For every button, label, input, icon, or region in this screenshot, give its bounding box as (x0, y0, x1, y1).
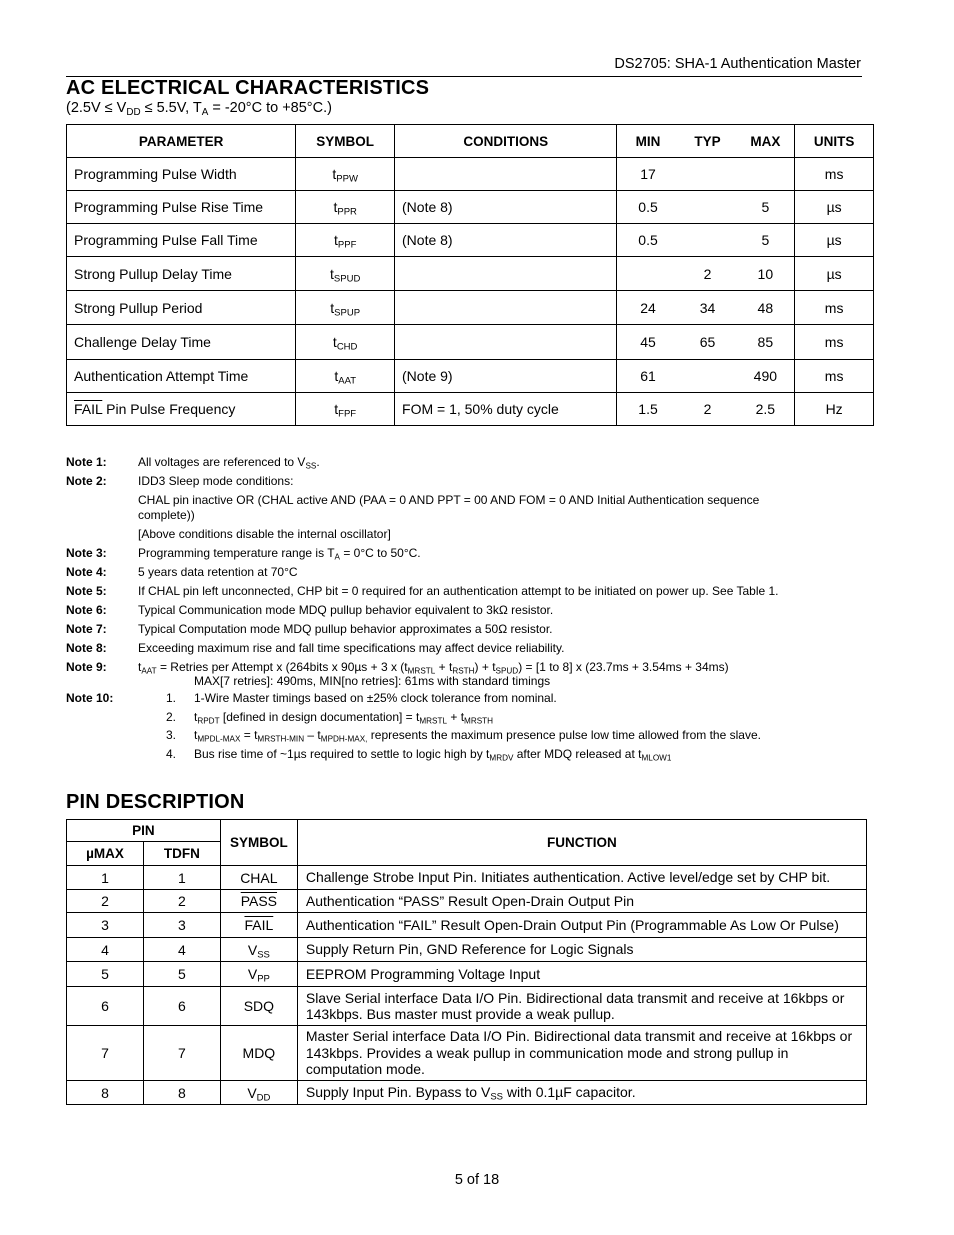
ac-conditions-cell: FOM = 1, 50% duty cycle (395, 393, 617, 426)
pin-umax: 7 (67, 1026, 144, 1081)
col-min: MIN (617, 125, 679, 158)
col-tdfn: TDFN (143, 842, 220, 866)
ac-typ: 65 (679, 325, 737, 360)
pin-tdfn: 1 (143, 866, 220, 890)
ac-max: 48 (736, 291, 794, 325)
ac-conditions-cell (395, 291, 617, 325)
ac-min: 17 (617, 158, 679, 191)
ac-parameter: Programming Pulse Width (67, 158, 296, 191)
col-symbol: SYMBOL (220, 820, 297, 866)
pin-symbol: SDQ (220, 987, 297, 1026)
ac-units: µs (795, 257, 874, 291)
pin-row (67, 962, 867, 987)
ac-units: µs (795, 191, 874, 224)
note-7: Note 7: Typical Computation mode MDQ pullup behavior approximates a 50Ω resistor. (66, 622, 553, 636)
note-10: Note 10: 1. 1-Wire Master timings based on ±25% clock tolerance from nominal. 2. $t_{RPDT}$ [defined in design documentation] = $t_{MRSTL} + t_{MRSTH}$ 3. $t_{MPDL-MAX} = t_{MRSTH-MIN} - t_{MPDH-MAX,}$ represents the maximum presence pulse low time allowed from the slave. 4. Bus rise time of ~1µs required to settle to logic high by $t_{MRDV}$ after MDQ released at $t_{MLOW1}$ (66, 691, 866, 762)
ac-parameter: Strong Pullup Delay Time (67, 257, 296, 291)
pin-umax: 6 (67, 987, 144, 1026)
pin-row (67, 866, 867, 890)
ac-max: 10 (736, 257, 794, 291)
ac-min: 0.5 (617, 224, 679, 257)
ac-symbol: $t_{CHD}$ (296, 325, 395, 360)
ac-typ (679, 360, 737, 393)
ac-table (66, 124, 874, 426)
ac-parameter: Strong Pullup Period (67, 291, 296, 325)
col-max: MAX (736, 125, 794, 158)
pin-tdfn: 2 (143, 890, 220, 913)
ac-min: 45 (617, 325, 679, 360)
ac-row (67, 158, 874, 191)
ac-conditions-cell (395, 257, 617, 291)
pin-row (67, 913, 867, 938)
note-10-item: 1. 1-Wire Master timings based on ±25% clock tolerance from nominal. (166, 691, 557, 705)
ac-row (67, 191, 874, 224)
ac-row (67, 257, 874, 291)
pin-row (67, 938, 867, 962)
ac-parameter: Programming Pulse Rise Time (67, 191, 296, 224)
pin-function: Master Serial interface Data I/O Pin. Bidirectional data transmit and receive at 16kbps or 143kbps. Provides a weak pullup in communication mode and strong pullup in computation mode. (297, 1026, 866, 1081)
pin-umax: 3 (67, 913, 144, 938)
ac-parameter: FAIL Pin Pulse Frequency (67, 393, 296, 426)
col-typ: TYP (679, 125, 737, 158)
pin-umax: 5 (67, 962, 144, 987)
pin-tdfn: 6 (143, 987, 220, 1026)
ac-typ: 34 (679, 291, 737, 325)
pin-tdfn: 5 (143, 962, 220, 987)
pin-symbol: $V_{DD}$ (220, 1081, 297, 1105)
pin-umax: 4 (67, 938, 144, 962)
pin-function: Supply Input Pin. Bypass to $V_{SS}$ with 0.1µF capacitor. (297, 1081, 866, 1105)
ac-units: Hz (795, 393, 874, 426)
col-units: UNITS (795, 125, 874, 158)
ac-symbol: $t_{PPF}$ (296, 224, 395, 257)
note-8: Note 8: Exceeding maximum rise and fall time specifications may affect device reliability. (66, 641, 565, 655)
ac-min: 1.5 (617, 393, 679, 426)
pin-symbol: PASS (220, 890, 297, 913)
pin-function: Authentication “FAIL” Result Open-Drain Output Pin (Programmable As Low Or Pulse) (297, 913, 866, 938)
note-6: Note 6: Typical Communication mode MDQ pullup behavior equivalent to 3kΩ resistor. (66, 603, 554, 617)
note-5: Note 5: If CHAL pin left unconnected, CHP bit = 0 required for an authentication attempt to be initiated on power up. See Table 1. (66, 584, 779, 598)
note-2: Note 2: IDD3 Sleep mode conditions: CHAL pin inactive OR (CHAL active AND (PAA = 0 AND PPT = 00 AND FOM = 0 AND Initial Authentication sequence complete)) [Above conditions disable the internal oscillator] (66, 474, 760, 541)
pin-row (67, 987, 867, 1026)
ac-heading: AC ELECTRICAL CHARACTERISTICS (66, 77, 430, 99)
ac-row (67, 360, 874, 393)
pin-symbol: FAIL (220, 913, 297, 938)
ac-min: 61 (617, 360, 679, 393)
ac-conditions-cell (395, 158, 617, 191)
ac-units: µs (795, 224, 874, 257)
pin-row (67, 1081, 867, 1105)
pin-function: Authentication “PASS” Result Open-Drain Output Pin (297, 890, 866, 913)
pin-function: Slave Serial interface Data I/O Pin. Bidirectional data transmit and receive at 16kbps or 143kbps. Bus master must provide a weak pullup. (297, 987, 866, 1026)
ac-min (617, 257, 679, 291)
pin-function: Challenge Strobe Input Pin. Initiates authentication. Active level/edge set by CHP bit. (297, 866, 866, 890)
ac-symbol: $t_{PPW}$ (296, 158, 395, 191)
ac-typ: 2 (679, 257, 737, 291)
pin-symbol: MDQ (220, 1026, 297, 1081)
pin-function: EEPROM Programming Voltage Input (297, 962, 866, 987)
ac-conditions-cell: (Note 8) (395, 191, 617, 224)
ac-max: 5 (736, 224, 794, 257)
ac-row (67, 393, 874, 426)
ac-max: 5 (736, 191, 794, 224)
note-9: Note 9: $t_{AAT}$ = Retries per Attempt x (264bits x 90µs + 3 x $(t_{MRSTL} + t_{RSTH}) + t_{SPUD}) = [1$ to 8] x (23.7ms + 3.54ms + 34ms) MAX[7 retries]: 490ms, MIN[no retries]: 61ms with standard timings (66, 660, 729, 688)
ac-row (67, 224, 874, 257)
pin-symbol: $V_{PP}$ (220, 962, 297, 987)
pin-tdfn: 4 (143, 938, 220, 962)
ac-typ (679, 191, 737, 224)
pin-symbol: $V_{SS}$ (220, 938, 297, 962)
ac-max: 2.5 (736, 393, 794, 426)
pin-umax: 8 (67, 1081, 144, 1105)
ac-parameter: Authentication Attempt Time (67, 360, 296, 393)
ac-units: ms (795, 325, 874, 360)
ac-conditions-cell: (Note 9) (395, 360, 617, 393)
pin-heading: PIN DESCRIPTION (66, 791, 245, 813)
ac-units: ms (795, 158, 874, 191)
document-header-title: DS2705: SHA-1 Authentication Master (614, 56, 861, 72)
col-pin: PIN (67, 820, 221, 842)
pin-umax: 1 (67, 866, 144, 890)
pin-tdfn: 7 (143, 1026, 220, 1081)
pin-symbol: CHAL (220, 866, 297, 890)
ac-typ: 2 (679, 393, 737, 426)
ac-symbol: $t_{SPUP}$ (296, 291, 395, 325)
ac-units: ms (795, 360, 874, 393)
ac-row (67, 325, 874, 360)
ac-max: 85 (736, 325, 794, 360)
page-number: 5 of 18 (454, 1172, 500, 1188)
ac-table-header (67, 125, 874, 158)
pin-tdfn: 8 (143, 1081, 220, 1105)
ac-conditions: ($2.5V \le V_{DD} \le 5.5V$, $T_A = -20^\circ C$ to +85°C.) (66, 100, 332, 118)
notes-section (66, 455, 866, 762)
ac-max: 490 (736, 360, 794, 393)
pin-table-header (67, 820, 867, 842)
col-umax: µMAX (67, 842, 144, 866)
col-symbol: SYMBOL (296, 125, 395, 158)
note-10-item: 4. Bus rise time of ~1µs required to settle to logic high by $t_{MRDV}$ after MDQ released at $t_{MLOW1}$ (166, 747, 672, 763)
ac-row (67, 291, 874, 325)
ac-min: 24 (617, 291, 679, 325)
pin-row (67, 890, 867, 913)
ac-symbol: $t_{SPUD}$ (296, 257, 395, 291)
col-function: FUNCTION (297, 820, 866, 866)
ac-conditions-cell (395, 325, 617, 360)
note-4: Note 4: 5 years data retention at 70°C (66, 565, 298, 579)
ac-symbol: $t_{AAT}$ (296, 360, 395, 393)
ac-symbol: $t_{PPR}$ (296, 191, 395, 224)
ac-parameter: Programming Pulse Fall Time (67, 224, 296, 257)
ac-typ (679, 224, 737, 257)
ac-symbol: $t_{FPF}$ (296, 393, 395, 426)
pin-function: Supply Return Pin, GND Reference for Logic Signals (297, 938, 866, 962)
col-parameter: PARAMETER (67, 125, 296, 158)
col-conditions: CONDITIONS (395, 125, 617, 158)
pin-tdfn: 3 (143, 913, 220, 938)
note-3: Note 3: Programming temperature range is $T_A = 0^\circ C$ to 50°C. (66, 546, 421, 562)
ac-min: 0.5 (617, 191, 679, 224)
note-10-item: 2. $t_{RPDT}$ [defined in design documentation] = $t_{MRSTL} + t_{MRSTH}$ (166, 710, 494, 726)
note-1: Note 1: All voltages are referenced to $V_{SS}$. (66, 455, 320, 471)
note-10-item: 3. $t_{MPDL-MAX} = t_{MRSTH-MIN} - t_{MPDH-MAX,}$ represents the maximum presence pulse low time allowed from the slave. (166, 728, 761, 744)
pin-table (66, 819, 867, 1105)
pin-row (67, 1026, 867, 1081)
ac-conditions-cell: (Note 8) (395, 224, 617, 257)
ac-units: ms (795, 291, 874, 325)
ac-max (736, 158, 794, 191)
ac-typ (679, 158, 737, 191)
pin-umax: 2 (67, 890, 144, 913)
ac-parameter: Challenge Delay Time (67, 325, 296, 360)
